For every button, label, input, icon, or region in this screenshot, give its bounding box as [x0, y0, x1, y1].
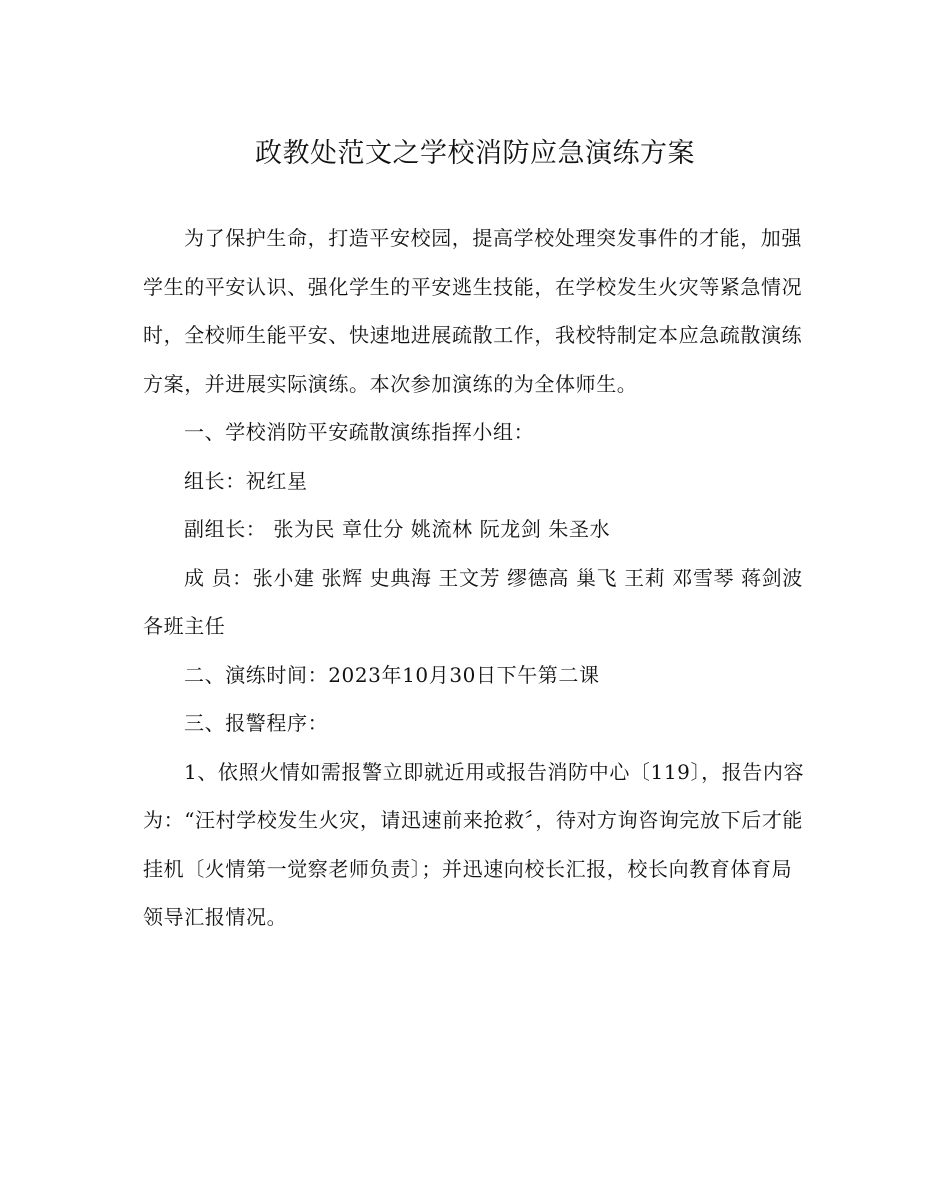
paragraph-alarm-step-1: 1、依照火情如需报警立即就近用或报告消防中心〔119〕，报告内容为：“汪村学校发生火灾，请迅速前来抢救〞，待对方询咨询完放下后才能挂机〔火情第一觉察老师负责〕；并迅速向校长汇报，校长向教育体育局领导汇报情况。	[143, 759, 805, 929]
paragraph-members: 成 员：张小建 张辉 史典海 王文芳 缪德高 巢飞 王莉 邓雪琴 蒋剑波 各班主任	[143, 565, 803, 638]
paragraph-group-leader: 组长：祝红星	[184, 468, 308, 493]
paragraph-section-1-heading: 一、学校消防平安疏散演练指挥小组：	[184, 420, 535, 444]
document-body	[143, 214, 807, 942]
paragraph-deputy-leaders: 副组长： 张为民 章仕分 姚流林 阮龙剑 朱圣水	[184, 517, 611, 541]
paragraph-intro: 为了保护生命，打造平安校园，提高学校处理突发事件的才能，加强学生的平安认识、强化学生的平安逃生技能，在学校发生火灾等紧急情况时，全校师生能平安、快速地进展疏散工作，我校特制定本应急疏散演练方案，并进展实际演练。本次参加演练的为全体师生。	[143, 226, 803, 396]
paragraph-section-3-heading: 三、报警程序：	[184, 711, 329, 735]
document-title: 政教处范文之学校消防应急演练方案	[255, 138, 695, 169]
paragraph-drill-time: 二、演练时间：2023年10月30日下午第二课	[184, 662, 600, 687]
